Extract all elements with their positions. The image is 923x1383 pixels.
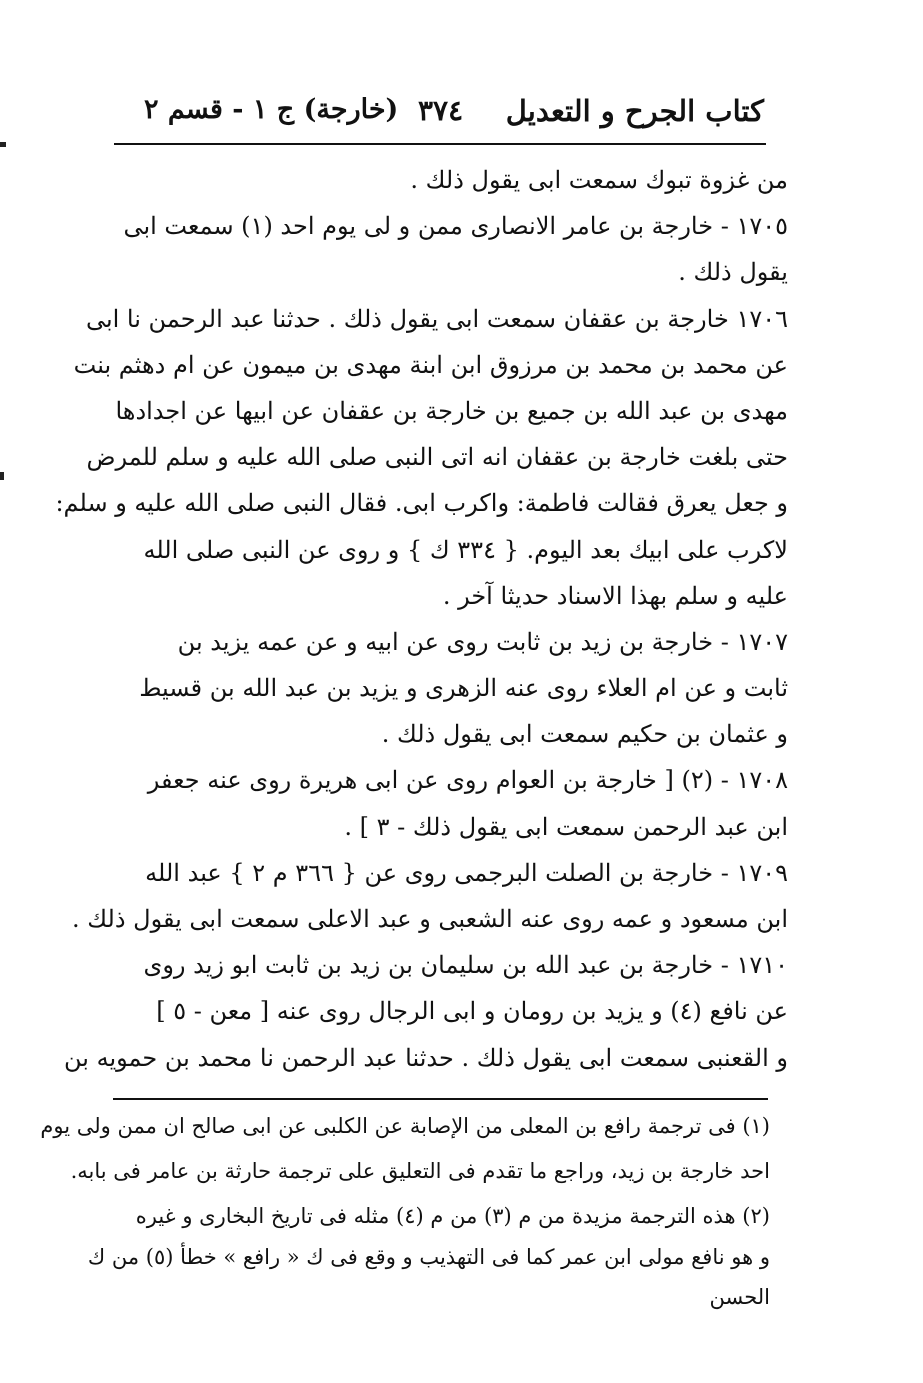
footnotes	[40, 1104, 770, 1319]
text-line: و القعنبى سمعت ابى يقول ذلك . حدثنا عبد الرحمن نا محمد بن حمويه بن	[64, 1043, 788, 1072]
text-line: ابن مسعود و عمه روى عنه الشعبى و عبد الاعلى سمعت ابى يقول ذلك .	[72, 905, 788, 933]
entry-1709: ١٧٠٩ - خارجة بن الصلت البرجمى روى عن { ٣٦٦ م ٢ } عبد الله	[145, 858, 788, 887]
entry-1710: ١٧١٠ - خارجة بن عبد الله بن سليمان بن زيد بن ثابت ابو زيد روى	[143, 951, 788, 980]
entry-1706: ١٧٠٦ خارجة بن عقفان سمعت ابى يقول ذلك . حدثنا عبد الرحمن نا ابى	[85, 304, 788, 333]
text-line: ثابت و عن ام العلاء روى عنه الزهرى و يزيد بن عبد الله بن قسيط	[139, 674, 788, 703]
entry-1708: ١٧٠٨ - (٢) [ خارجة بن العوام روى عن ابى هريرة روى عنه جعفر	[147, 766, 788, 795]
footnote-line: الحسن	[709, 1285, 770, 1309]
entry-1707: ١٧٠٧ - خارجة بن زيد بن ثابت روى عن ابيه و عن عمه يزيد بن	[177, 627, 788, 656]
text-line: مهدى بن عبد الله بن جميع بن خارجة بن عقفان عن ابيها عن اجدادها	[115, 396, 788, 425]
text-line: لاكرب على ابيك بعد اليوم. { ٣٣٤ ك } و روى عن النبى صلى الله	[143, 535, 788, 564]
scan-mark	[0, 142, 6, 147]
footnote-rule	[113, 1098, 768, 1100]
footnote-line: احد خارجة بن زيد، وراجع ما تقدم فى التعليق على ترجمة حارثة بن عامر فى بابه.	[70, 1159, 770, 1183]
text-line: حتى بلغت خارجة بن عقفان انه اتى النبى صلى الله عليه و سلم للمرض	[86, 443, 788, 472]
footnote-line: (١) فى ترجمة رافع بن المعلى من الإصابة عن الكلبى عن ابى صالح ان ممن ولى يوم	[40, 1114, 770, 1138]
text-line: عن نافع (٤) و يزيد بن رومان و ابى الرجال روى عنه [ معن - ٥ ]	[156, 997, 788, 1026]
text-line: من غزوة تبوك سمعت ابى يقول ذلك .	[410, 166, 788, 194]
text-line: ابن عبد الرحمن سمعت ابى يقول ذلك - ٣ ] .	[344, 812, 788, 841]
entry-1705: ١٧٠٥ - خارجة بن عامر الانصارى ممن و لى يوم احد (١) سمعت ابى	[123, 212, 788, 241]
page-number: ٣٧٤	[418, 94, 464, 127]
text-line: و عثمان بن حكيم سمعت ابى يقول ذلك .	[381, 720, 788, 749]
section-label: (خارجة) ج ١ - قسم ٢	[144, 94, 399, 125]
text-line: يقول ذلك .	[678, 258, 788, 287]
text-line: عليه و سلم بهذا الاسناد حديثا آخر .	[442, 581, 788, 610]
scan-mark	[0, 472, 4, 480]
text-line: عن محمد بن محمد بن مرزوق ابن ابنة مهدى بن ميمون عن ام دهثم بنت	[73, 350, 788, 379]
book-title: كتاب الجرح و التعديل	[505, 94, 764, 128]
footnote-line: و هو نافع مولى ابن عمر كما فى التهذيب و وقع فى ك « رافع » خطأ (٥) من ك	[87, 1245, 770, 1269]
footnote-line: (٢) هذه الترجمة مزيدة من م (٣) من م (٤) مثله فى تاريخ البخارى و غيره	[135, 1204, 770, 1228]
text-line: و جعل يعرق فقالت فاطمة: واكرب ابى. فقال النبى صلى الله عليه و سلم:	[55, 489, 788, 518]
main-text	[55, 157, 788, 1081]
running-header	[118, 92, 764, 142]
header-rule	[114, 143, 766, 145]
